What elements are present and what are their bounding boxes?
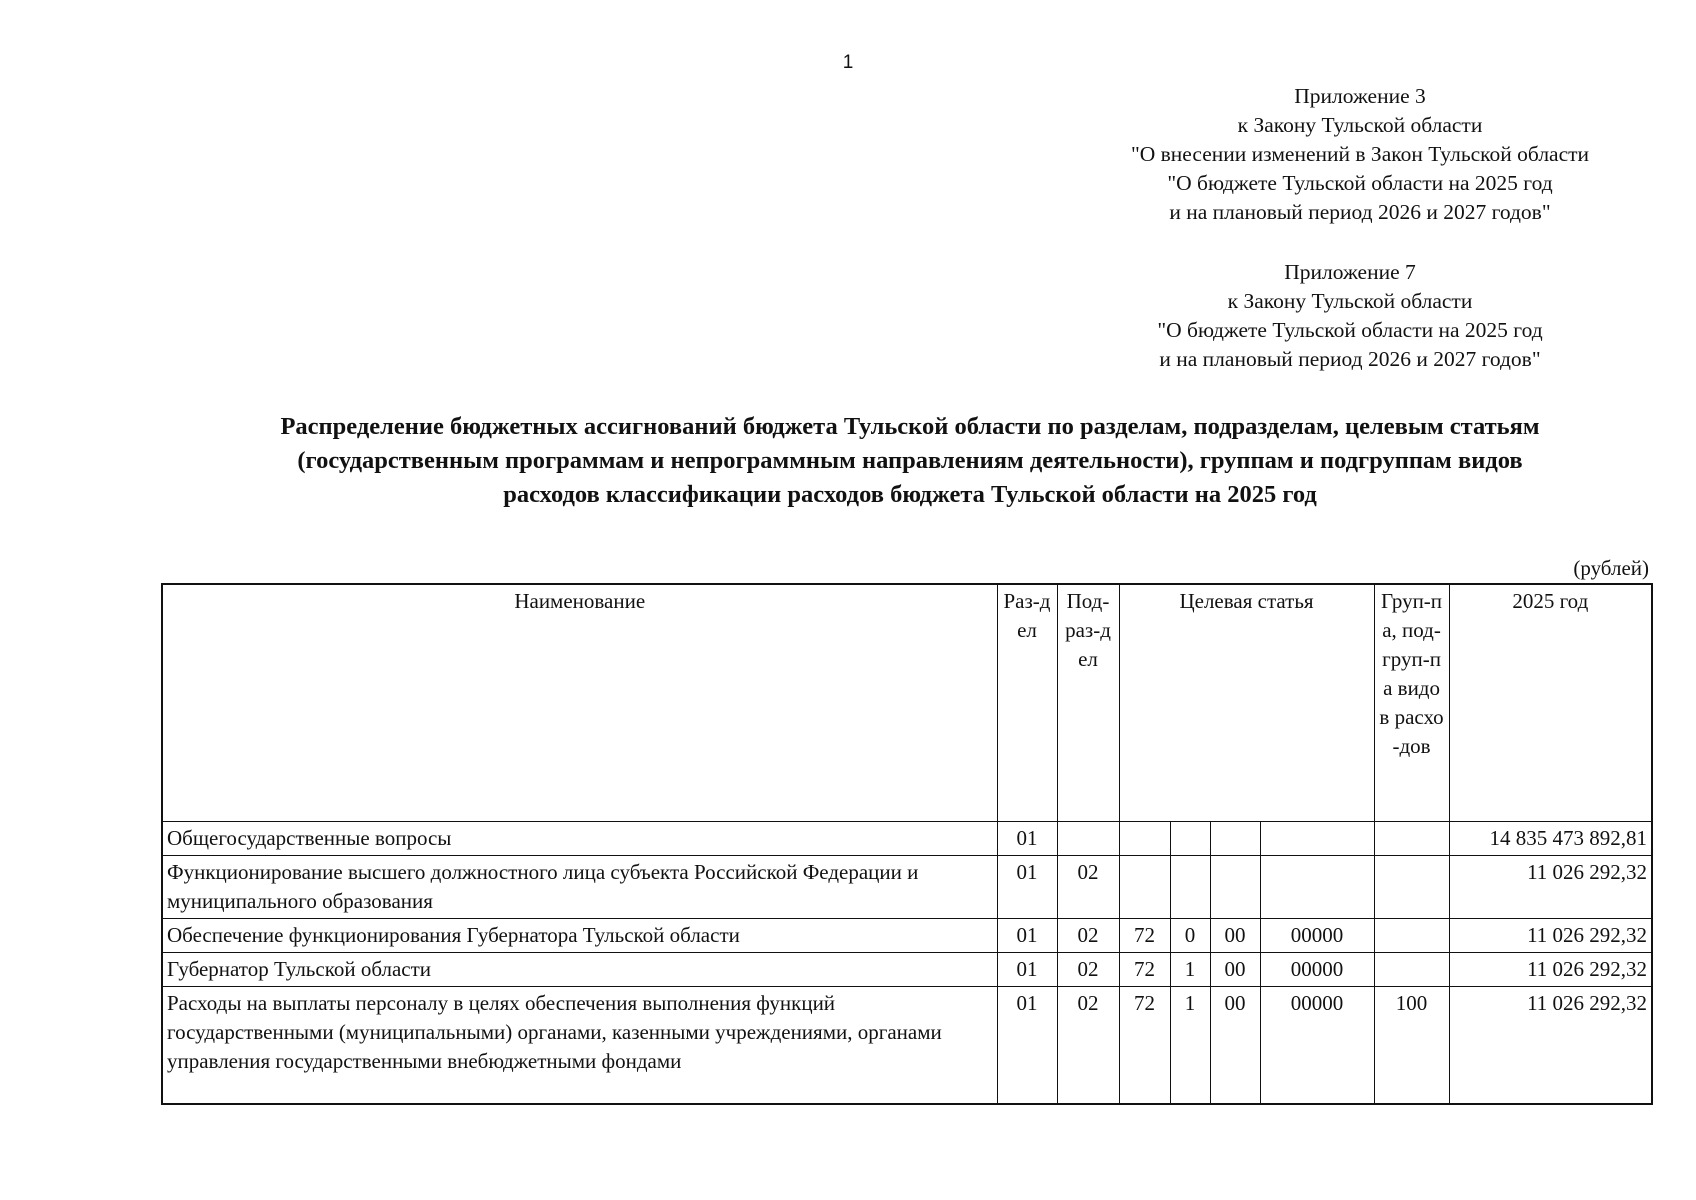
cell-group	[1374, 918, 1449, 952]
cell-target-2	[1170, 821, 1210, 855]
cell-target-3: 00	[1210, 986, 1260, 1104]
table-row	[162, 986, 1652, 1104]
cell-target-4: 00000	[1260, 986, 1374, 1104]
cell-amount: 11 026 292,32	[1449, 986, 1652, 1104]
appendix-3-line: к Закону Тульской области	[1237, 113, 1483, 137]
appendix-7-line: Приложение 7	[1284, 260, 1416, 284]
cell-amount: 11 026 292,32	[1449, 918, 1652, 952]
appendix-7-line: к Закону Тульской области	[1227, 289, 1473, 313]
cell-group: 100	[1374, 986, 1449, 1104]
cell-target-2: 0	[1170, 918, 1210, 952]
page-number: 1	[842, 52, 854, 73]
cell-name: Функционирование высшего должностного лица субъекта Российской Федерации и муниципального образования	[162, 855, 997, 918]
cell-target-2: 1	[1170, 986, 1210, 1104]
cell-section: 01	[997, 986, 1057, 1104]
cell-target-1: 72	[1119, 986, 1170, 1104]
cell-target-4: 00000	[1260, 918, 1374, 952]
header-section: Раз-дел	[997, 584, 1057, 821]
header-name: Наименование	[162, 584, 997, 821]
appendix-7-line: и на плановый период 2026 и 2027 годов"	[1159, 347, 1541, 371]
cell-subsection: 02	[1057, 918, 1119, 952]
cell-target-1: 72	[1119, 952, 1170, 986]
cell-subsection: 02	[1057, 855, 1119, 918]
cell-target-3	[1210, 821, 1260, 855]
cell-target-2: 1	[1170, 952, 1210, 986]
appendix-3-line: и на плановый период 2026 и 2027 годов"	[1169, 200, 1551, 224]
table-row	[162, 821, 1652, 855]
cell-target-3	[1210, 855, 1260, 918]
cell-target-1	[1119, 855, 1170, 918]
cell-target-3: 00	[1210, 918, 1260, 952]
cell-name: Общегосударственные вопросы	[162, 821, 997, 855]
cell-amount: 11 026 292,32	[1449, 855, 1652, 918]
table-row	[162, 918, 1652, 952]
cell-name: Губернатор Тульской области	[162, 952, 997, 986]
cell-target-4	[1260, 855, 1374, 918]
appendix-7-line: "О бюджете Тульской области на 2025 год	[1157, 318, 1543, 342]
appendix-3-line: "О внесении изменений в Закон Тульской области	[1130, 142, 1590, 166]
appendix-7-block	[1100, 258, 1600, 374]
table-header	[162, 584, 1652, 821]
cell-subsection: 02	[1057, 986, 1119, 1104]
cell-amount: 11 026 292,32	[1449, 952, 1652, 986]
budget-table	[161, 583, 1653, 1105]
cell-group	[1374, 952, 1449, 986]
cell-section: 01	[997, 855, 1057, 918]
appendix-3-line: Приложение 3	[1294, 84, 1426, 108]
table-row	[162, 952, 1652, 986]
header-target-article: Целевая статья	[1119, 584, 1374, 821]
cell-section: 01	[997, 821, 1057, 855]
cell-name: Расходы на выплаты персоналу в целях обеспечения выполнения функций государственными (муниципальными) органами, казенными учреждениями, органами управления государственными внебюджетными фондами	[162, 986, 997, 1104]
cell-section: 01	[997, 918, 1057, 952]
cell-target-1	[1119, 821, 1170, 855]
document-title-line: расходов классификации расходов бюджета Тульской области на 2025 год	[503, 481, 1317, 508]
cell-amount: 14 835 473 892,81	[1449, 821, 1652, 855]
appendix-3-block	[1080, 82, 1640, 227]
cell-target-4: 00000	[1260, 952, 1374, 986]
cell-group	[1374, 855, 1449, 918]
document-title-line: (государственным программам и непрограммным направлениям деятельности), группам и подгруппам видов	[297, 447, 1523, 474]
document-title	[150, 410, 1670, 512]
cell-section: 01	[997, 952, 1057, 986]
document-title-line: Распределение бюджетных ассигнований бюджета Тульской области по разделам, подразделам, целевым статьям	[280, 413, 1540, 440]
header-subsection: Под-раз-дел	[1057, 584, 1119, 821]
cell-group	[1374, 821, 1449, 855]
header-expense-group: Груп-па, под-груп-па видов расхо-дов	[1374, 584, 1449, 821]
table-row	[162, 855, 1652, 918]
cell-name: Обеспечение функционирования Губернатора Тульской области	[162, 918, 997, 952]
cell-target-1: 72	[1119, 918, 1170, 952]
appendix-3-line: "О бюджете Тульской области на 2025 год	[1167, 171, 1553, 195]
units-note: (рублей)	[1573, 556, 1649, 580]
cell-target-3: 00	[1210, 952, 1260, 986]
cell-subsection	[1057, 821, 1119, 855]
cell-subsection: 02	[1057, 952, 1119, 986]
cell-target-2	[1170, 855, 1210, 918]
header-year: 2025 год	[1449, 584, 1652, 821]
cell-target-4	[1260, 821, 1374, 855]
